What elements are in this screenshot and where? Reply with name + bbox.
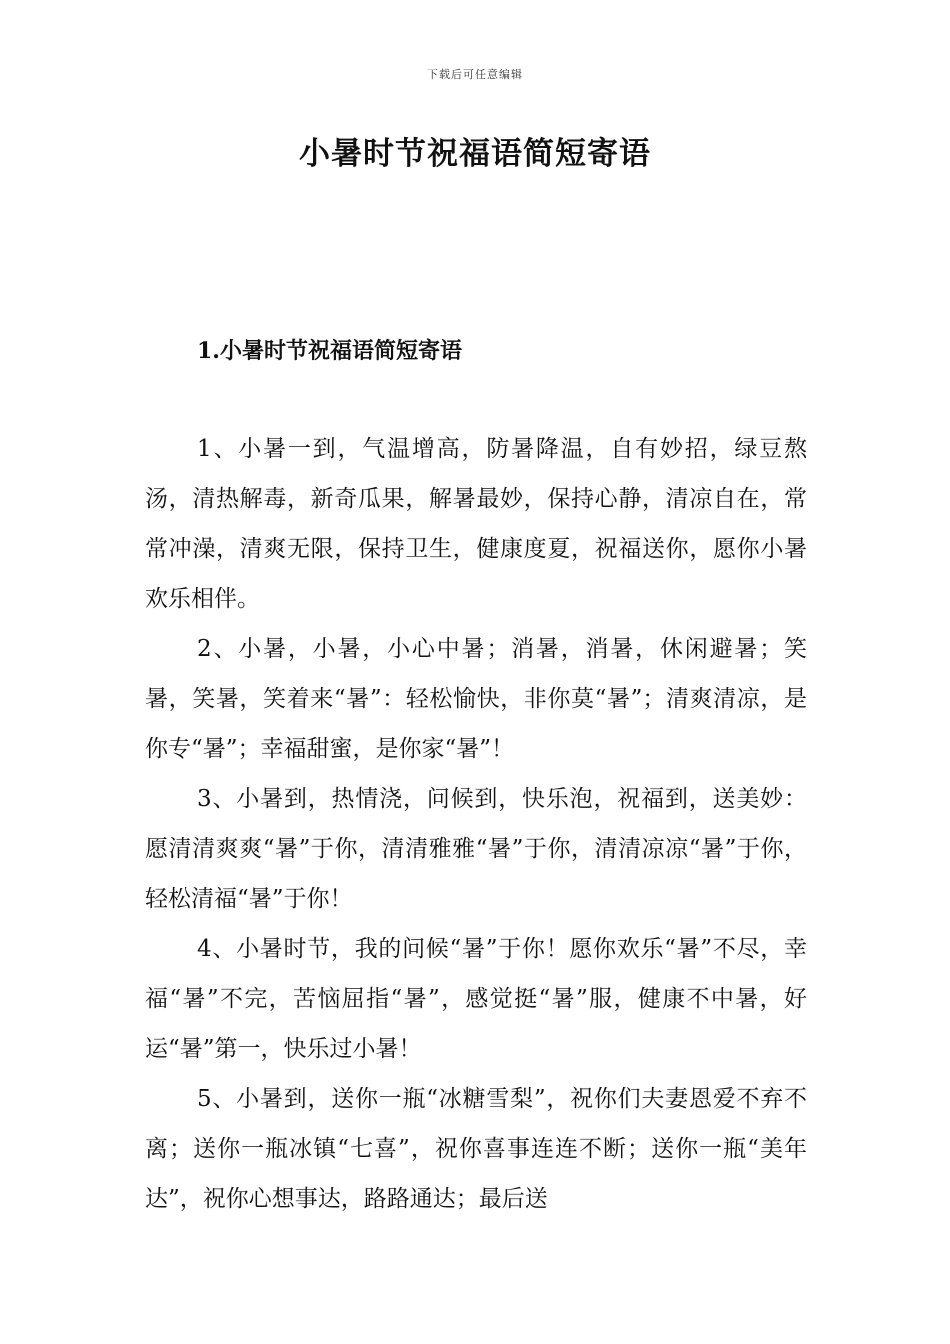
header-note: 下载后可任意编辑: [427, 68, 523, 81]
document-title: 小暑时节祝福语简短寄语: [299, 136, 651, 172]
section-heading: 1.小暑时节祝福语简短寄语: [197, 338, 462, 364]
paragraph-5: 5、小暑到，送你一瓶“冰糖雪梨”，祝你们夫妻恩爱不弃不离；送你一瓶冰镇“七喜”，祝你喜事连连不断；送你一瓶“美年达”，祝你心想事达，路路通达；最后送: [145, 1086, 807, 1212]
document-body: [145, 424, 807, 1224]
paragraph-1: 1、小暑一到，气温增高，防暑降温，自有妙招，绿豆熬汤，清热解毒，新奇瓜果，解暑最妙，保持心静，清凉自在，常常冲澡，清爽无限，保持卫生，健康度夏，祝福送你，愿你小暑欢乐相伴。: [145, 436, 807, 612]
paragraph-2: 2、小暑，小暑，小心中暑；消暑，消暑，休闲避暑；笑暑，笑暑，笑着来“暑”：轻松愉快，非你莫“暑”；清爽清凉，是你专“暑”；幸福甜蜜，是你家“暑”！: [145, 636, 807, 762]
paragraph-4: 4、小暑时节，我的问候“暑”于你！愿你欢乐“暑”不尽，幸福“暑”不完，苦恼屈指“暑”，感觉挺“暑”服，健康不中暑，好运“暑”第一，快乐过小暑！: [145, 936, 807, 1062]
paragraph-3: 3、小暑到，热情浇，问候到，快乐泡，祝福到，送美妙：愿清清爽爽“暑”于你，清清雅雅“暑”于你，清清凉凉“暑”于你，轻松清福“暑”于你！: [145, 786, 807, 912]
